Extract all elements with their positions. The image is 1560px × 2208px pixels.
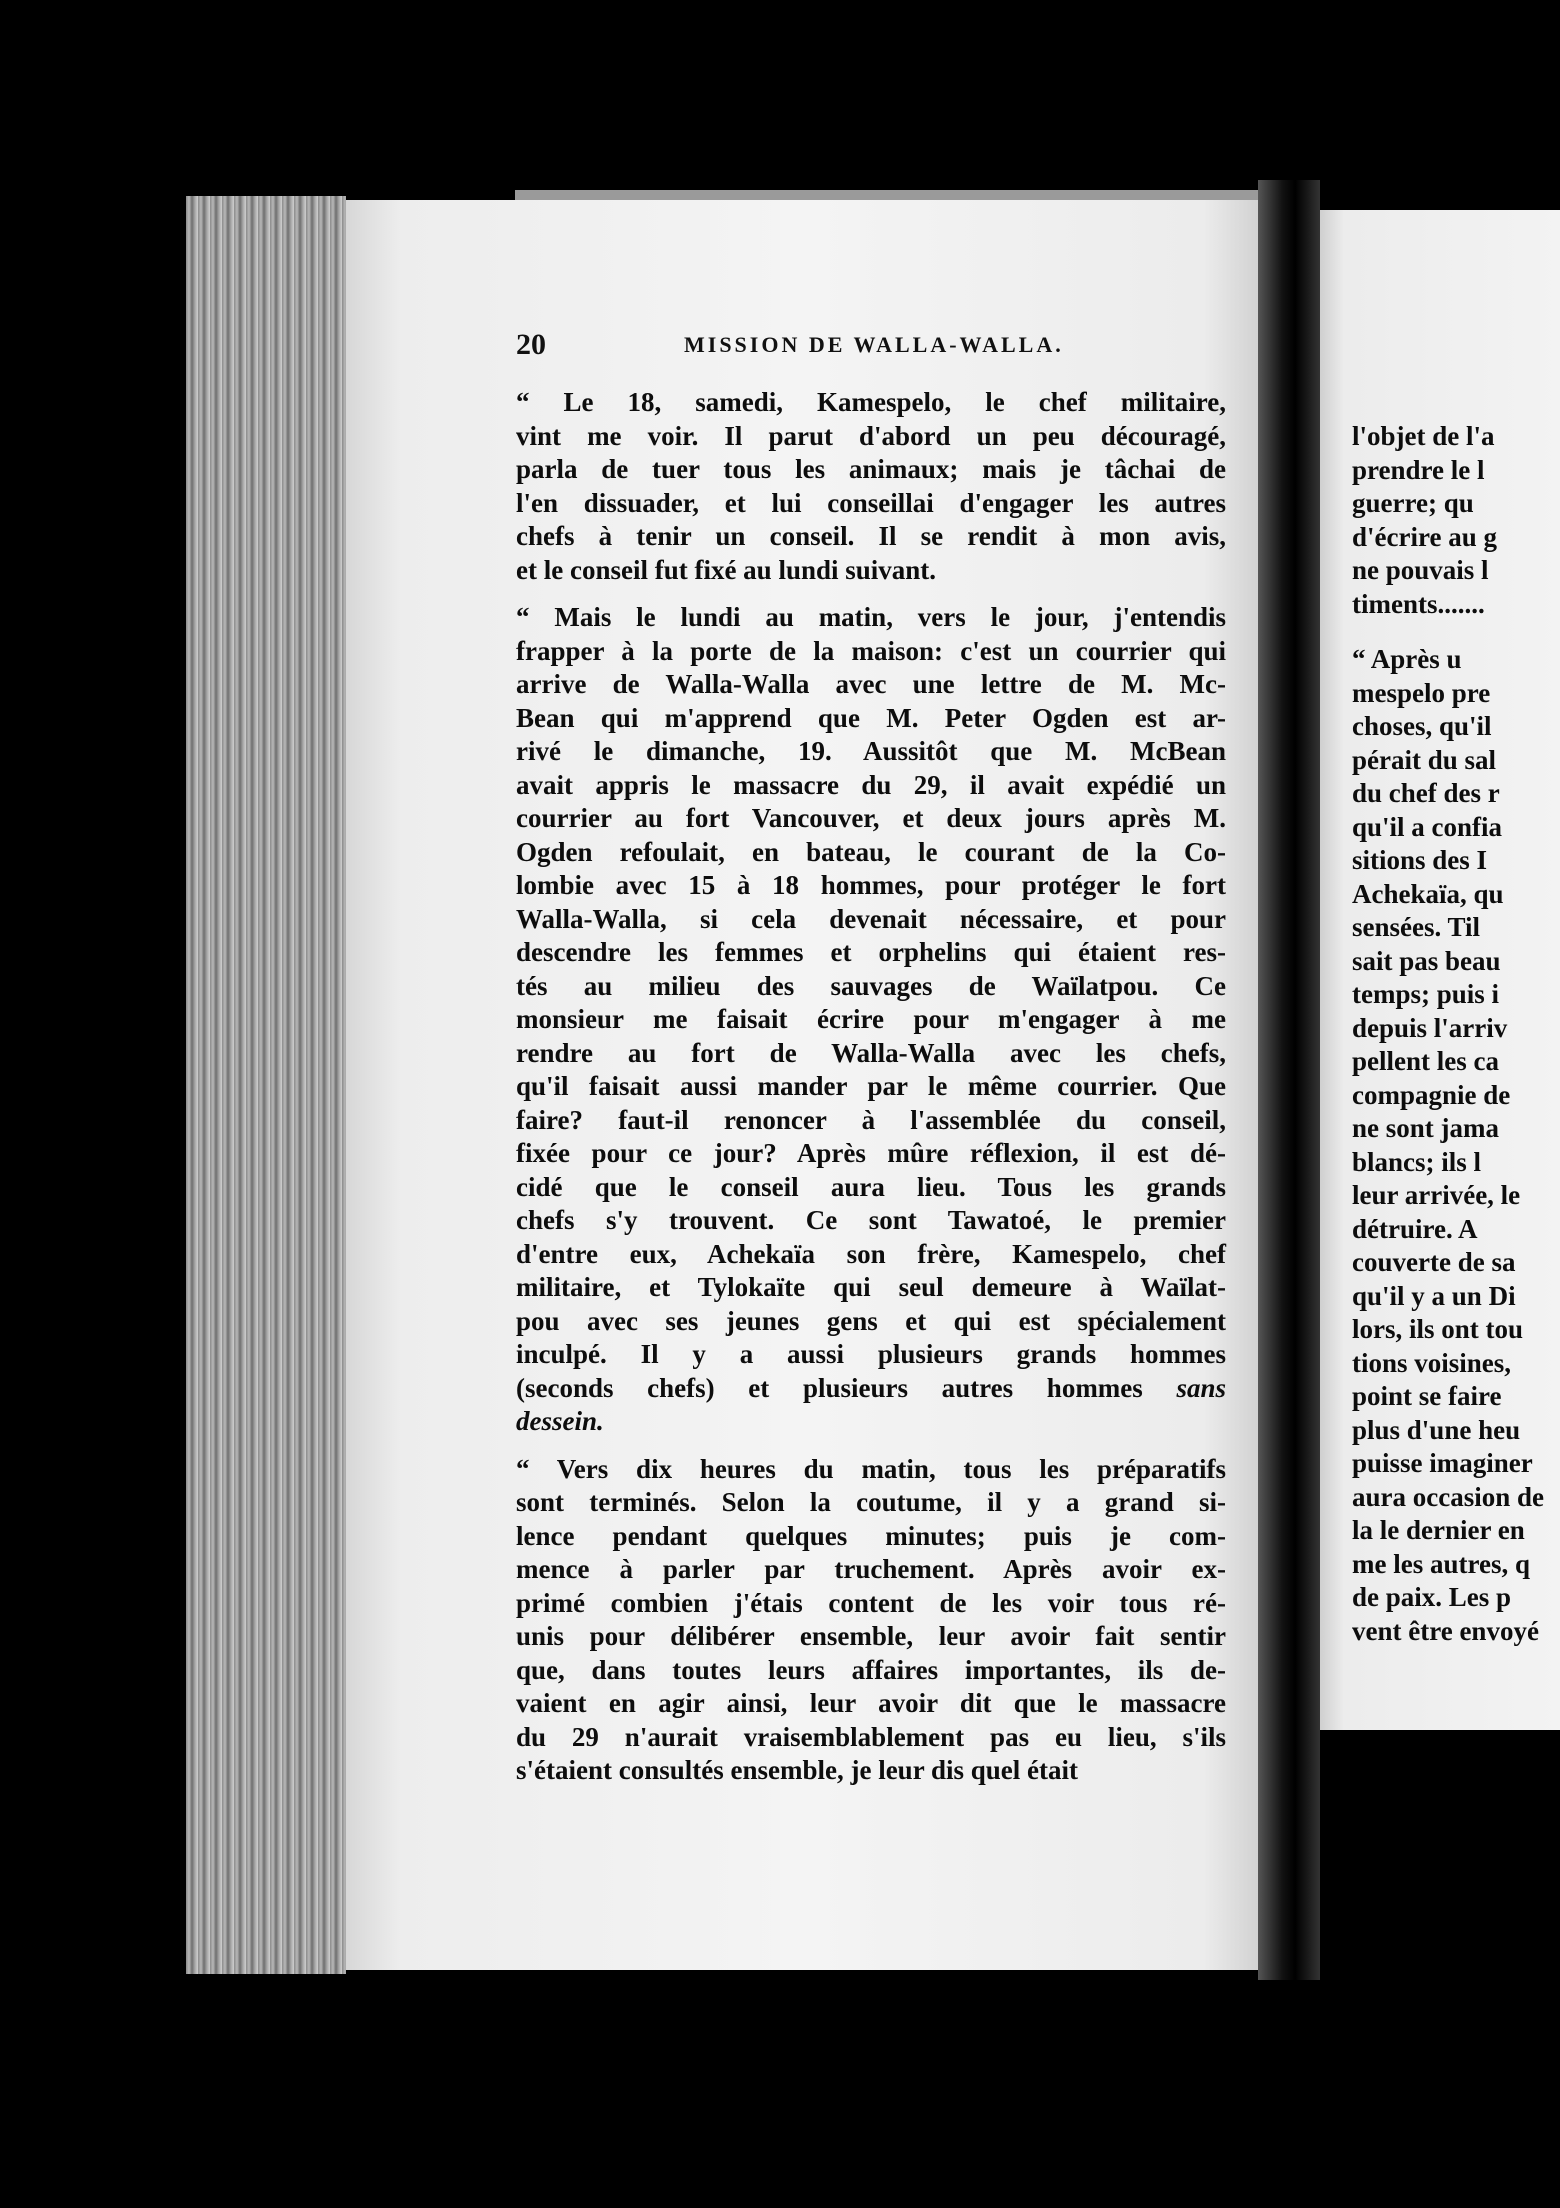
book-gutter [1258,180,1320,1980]
text-line: vaient en agir ainsi, leur avoir dit que le massacre [516,1688,1226,1718]
text-line: militaire, et Tylokaïte qui seul demeure à Waïlat- [516,1272,1226,1302]
text-line: rendre au fort de Walla-Walla avec les chefs, [516,1037,1226,1068]
text-line: “ Mais le lundi au matin, vers le jour, j'entendis [516,602,1226,632]
text-line: l'en dissuader, et lui conseillai d'engager les autres [516,487,1226,518]
text-line: frapper à la porte de la maison: c'est un courrier qui [516,635,1226,666]
text-line: lence pendant quelques minutes; puis je com- [516,1520,1226,1551]
text-line: d'écrire au g [1352,521,1497,552]
text-line: avait appris le massacre du 29, il avait expédié un [516,769,1226,800]
text-line: sait pas beau [1352,945,1501,976]
right-page-text [1352,420,1560,1648]
text-line: ne sont jama [1352,1113,1499,1143]
text-line: parla de tuer tous les animaux; mais je tâchai de [516,454,1226,484]
text-line: compagnie de [1352,1079,1511,1110]
text-line: “ Vers dix heures du matin, tous les préparatifs [516,1453,1226,1484]
text-line: timents....... [1352,588,1485,619]
text-line: s'étaient consultés ensemble, je leur dis quel était [516,1755,1078,1785]
paragraph [516,1453,1226,1788]
text-line: qu'il a confia [1352,811,1503,842]
text-line: la le dernier en [1352,1515,1525,1545]
italic-word: sans [1142,1372,1226,1403]
text-line: temps; puis i [1352,979,1500,1009]
text-line: Bean qui m'apprend que M. Peter Ogden est ar- [516,702,1226,733]
text-line: lombie avec 15 à 18 hommes, pour protéger le fort [516,870,1226,900]
text-line: sont terminés. Selon la coutume, il y a grand si- [516,1487,1226,1517]
text-line: “ Après u [1352,644,1462,674]
text-line: point se faire [1352,1381,1502,1411]
text-line: pou avec ses jeunes gens et qui est spécialement [516,1305,1226,1336]
text-line: me les autres, q [1352,1548,1530,1579]
text-line: qu'il y a un Di [1352,1280,1516,1311]
text-line: lors, ils ont tou [1352,1314,1524,1344]
text-line: aura occasion de [1352,1481,1544,1512]
page-edges [186,196,346,1974]
text-line: dessein. [516,1406,604,1436]
page-number: 20 [516,328,546,361]
text-line: tés au milieu des sauvages de Waïlatpou. Ce [516,970,1226,1001]
text-line: de paix. Les p [1352,1582,1512,1612]
text-line: mence à parler par truchement. Après avoir ex- [516,1554,1226,1584]
text-line: d'entre eux, Achekaïa son frère, Kamespelo, chef [516,1238,1226,1269]
text-line: tions voisines, [1352,1347,1512,1378]
top-page-edge [515,190,1305,200]
text-line: mespelo pre [1352,677,1491,708]
text-line: choses, qu'il [1352,711,1492,741]
text-line: pellent les ca [1352,1046,1499,1076]
text-line: que, dans toutes leurs affaires importantes, ils de- [516,1654,1226,1685]
text-line: et le conseil fut fixé au lundi suivant. [516,554,937,585]
text-line: vent être envoyé [1352,1615,1539,1646]
text-line: sitions des I [1352,845,1488,875]
text-line: blancs; ils l [1352,1146,1482,1177]
page-header-title: MISSION DE WALLA-WALLA. [684,332,1064,357]
text-line: pérait du sal [1352,744,1497,775]
text-line: fixée pour ce jour? Après mûre réflexion, il est dé- [516,1138,1226,1168]
text-line: Walla-Walla, si cela devenait nécessaire, et pour [516,903,1226,934]
text-line: plus d'une heu [1352,1414,1521,1445]
text-line: guerre; qu [1352,488,1474,518]
text-line: chefs à tenir un conseil. Il se rendit à mon avis, [516,521,1226,551]
text-line: faire? faut-il renoncer à l'assemblée du conseil, [516,1104,1226,1135]
text-line: couverte de sa [1352,1247,1516,1277]
text-line: depuis l'arriv [1352,1012,1508,1043]
text-line: arrive de Walla-Walla avec une lettre de M. Mc- [516,669,1226,699]
left-page-text [516,386,1226,1802]
text-line: chefs s'y trouvent. Ce sont Tawatoé, le premier [516,1205,1226,1235]
paragraph [516,386,1226,587]
text-line: puisse imaginer [1352,1448,1533,1478]
text-line: l'objet de l'a [1352,421,1495,451]
text-line: prendre le l [1352,454,1485,485]
text-line: vint me voir. Il parut d'abord un peu découragé, [516,420,1226,451]
paragraph-gap [1352,621,1560,643]
text-line: Achekaïa, qu [1352,878,1504,909]
text-line: leur arrivée, le [1352,1180,1521,1210]
running-head [516,328,1256,364]
text-line: du chef des r [1352,778,1500,808]
text-line: inculpé. Il y a aussi plusieurs grands hommes [516,1339,1226,1369]
text-line: sensées. Til [1352,912,1481,942]
text-line: descendre les femmes et orphelins qui étaient res- [516,937,1226,967]
text-line: Ogden refoulait, en bateau, le courant de la Co- [516,836,1226,867]
text-line: détruire. A [1352,1213,1478,1244]
text-line: ne pouvais l [1352,555,1489,585]
text-line: “ Le 18, samedi, Kamespelo, le chef militaire, [516,387,1226,417]
text-line: qu'il faisait aussi mander par le même courrier. Que [516,1071,1226,1101]
text-line: primé combien j'étais content de les voir tous ré- [516,1587,1226,1618]
text-line: monsieur me faisait écrire pour m'engager à me [516,1004,1226,1034]
text-line: rivé le dimanche, 19. Aussitôt que M. McBean [516,736,1226,766]
text-line: cidé que le conseil aura lieu. Tous les grands [516,1171,1226,1202]
text-line: (seconds chefs) et plusieurs autres hommes sans [516,1372,1226,1403]
text-line: courrier au fort Vancouver, et deux jours après M. [516,803,1226,833]
paragraph [516,601,1226,1439]
text-line: du 29 n'aurait vraisemblablement pas eu lieu, s'ils [516,1721,1226,1752]
text-line: unis pour délibérer ensemble, leur avoir fait sentir [516,1621,1226,1651]
